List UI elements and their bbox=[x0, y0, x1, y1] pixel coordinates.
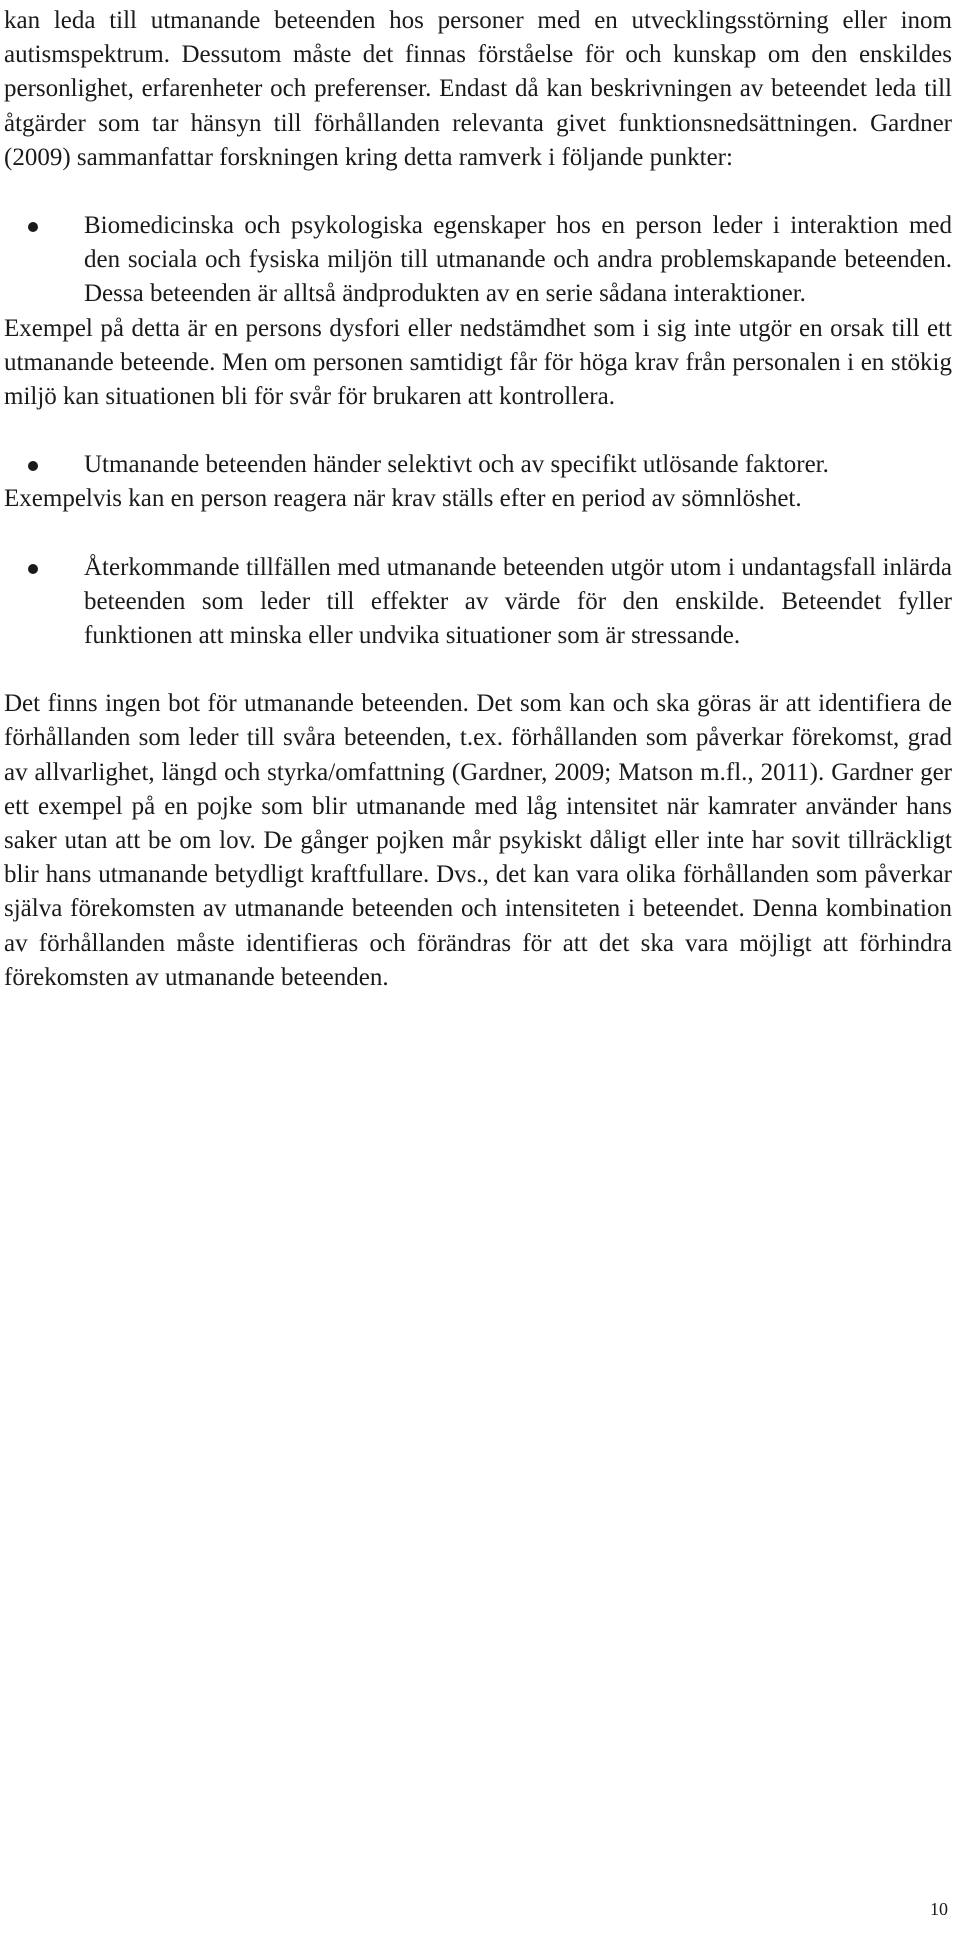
bullet-item-1 bbox=[4, 209, 952, 312]
bullet-example-paragraph: Exempel på detta är en persons dysfori eller nedstämdhet som i sig inte utgör en orsak till ett utmanande beteende. Men om personen samtidigt får för höga krav från personalen i en stökig miljö kan situationen bli för svår för brukaren att kontrollera. bbox=[4, 314, 952, 411]
bullet-example-paragraph: Exempelvis kan en person reagera när krav ställs efter en period av sömnlöshet. bbox=[4, 485, 802, 513]
spacer bbox=[4, 414, 952, 448]
intro-paragraph: kan leda till utmanande beteenden hos personer med en utvecklingsstörning eller inom autismspektrum. Dessutom måste det finnas förståelse för och kunskap om den enskildes personlighet, erfarenheter och preferenser. Endast då kan beskrivningen av beteendet leda till åtgärder som tar hänsyn till förhållanden relevanta givet funktionsnedsättningen. Gardner (2009) sammanfattar forskningen kring detta ramverk i följande punkter: bbox=[4, 7, 952, 171]
spacer bbox=[4, 653, 952, 687]
bullet-dot-icon bbox=[28, 222, 38, 232]
page-number: 10 bbox=[930, 1899, 948, 1919]
bullet-item-3 bbox=[4, 551, 952, 654]
bullet-item-2 bbox=[4, 448, 952, 482]
bullet-dot-icon bbox=[28, 461, 38, 471]
bullet-dot-icon bbox=[28, 564, 38, 574]
bullet-text: Återkommande tillfällen med utmanande beteenden utgör utom i undantagsfall inlärda beteenden som leder till effekter av värde för den enskilde. Beteendet fyller funktionen att minska eller undvika situationer som är stressande. bbox=[84, 553, 952, 650]
bullet-text: Utmanande beteenden händer selektivt och av specifikt utlösande faktorer. bbox=[84, 451, 829, 479]
final-paragraph: Det finns ingen bot för utmanande beteenden. Det som kan och ska göras är att identifiera de förhållanden som leder till svåra beteenden, t.ex. förhållanden som påverkar förekomst, grad av allvarlighet, längd och styrka/omfattning (Gardner, 2009; Matson m.fl., 2011). Gardner ger ett exempel på en pojke som blir utmanande med låg intensitet när kamrater använder hans saker utan att be om lov. De gånger pojken mår psykiskt dåligt eller inte har sovit tillräckligt blir hans utmanande betydligt kraftfullare. Dvs., det kan vara olika förhållanden som påverkar själva förekomsten av utmanande beteenden och intensiteten i beteendet. Denna kombination av förhållanden måste identifieras och förändras för att det ska vara möjligt att förhindra förekomsten av utmanande beteenden. bbox=[4, 690, 952, 991]
bullet-text: Biomedicinska och psykologiska egenskaper hos en person leder i interaktion med den sociala och fysiska miljön till utmanande och andra problemskapande beteenden. Dessa beteenden är alltså ändprodukten av en serie sådana interaktioner. bbox=[84, 212, 952, 308]
spacer bbox=[4, 517, 952, 551]
spacer bbox=[4, 175, 952, 209]
page-content bbox=[4, 4, 952, 995]
